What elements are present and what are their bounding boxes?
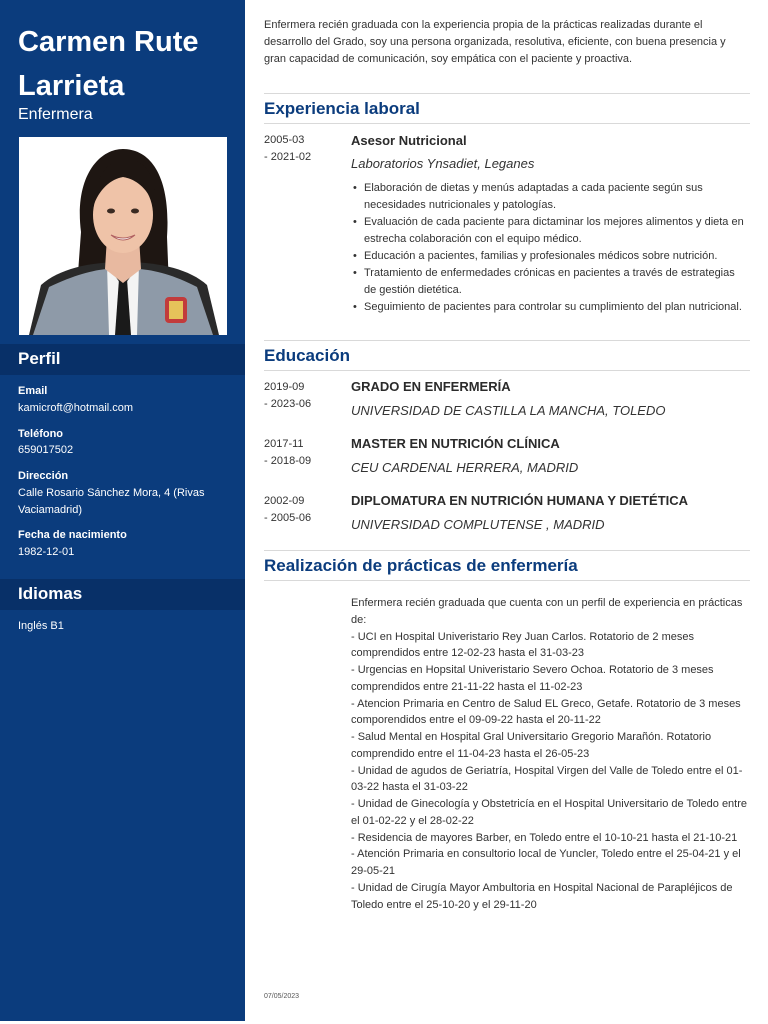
education-title: DIPLOMATURA EN NUTRICIÓN HUMANA Y DIETÉTICA	[351, 493, 689, 508]
email-value: kamicroft@hotmail.com	[18, 402, 134, 414]
education-date-end: - 2018-09	[264, 455, 312, 467]
birthdate-label: Fecha de nacimiento	[18, 529, 127, 541]
language-item: Inglés B1	[18, 620, 64, 632]
birthdate-value: 1982-12-01	[18, 546, 75, 558]
list-item: - Unidad de Ginecología y Obstetricía en el Hospital Universitario de Toledo entre el 01-02-22 y el 28-02-22	[351, 798, 748, 827]
education-title: MASTER EN NUTRICIÓN CLÍNICA	[351, 436, 560, 451]
list-item: Enfermera recién graduada que cuenta con un perfil de experiencia en prácticas de:	[351, 597, 743, 626]
education-title: GRADO EN ENFERMERÍA	[351, 379, 511, 394]
experience-company: Laboratorios Ynsadiet, Leganes	[351, 156, 535, 171]
list-item: - Salud Mental en Hospital Gral Universitario Gregorio Marañón. Rotatorio comprendido entre el 11-04-23 hasta el 26-05-23	[351, 731, 712, 760]
phone-label: Teléfono	[18, 428, 64, 440]
practicas-description	[351, 595, 750, 913]
candidate-name: Carmen Rute Larrieta	[18, 26, 199, 102]
experience-date-start: 2005-03	[264, 134, 305, 146]
list-item: - Atencion Primaria en Centro de Salud EL Greco, Getafe. Rotatorio de 3 meses comporendidos entre el 09-09-22 hasta el 20-11-22	[351, 697, 741, 727]
education-date-start: 2019-09	[264, 381, 305, 393]
list-item: • Educación a pacientes, familias y profesionales médicos sobre nutrición.	[351, 248, 750, 265]
address-value: Calle Rosario Sánchez Mora, 4 (Rivas Vaciamadrid)	[18, 487, 205, 516]
experience-title: Asesor Nutricional	[351, 133, 467, 148]
job-title: Enfermera	[18, 106, 93, 123]
education-heading: Educación	[264, 340, 750, 371]
profile-summary: Enfermera recién graduada con la experiencia propia de la prácticas realizadas durante el desarrollo del Grado, soy una persona organizada, resolutiva, eficiente, con buena presencia y gran capacidad de comunicación, soy empática con el paciente y proactiva.	[264, 19, 726, 65]
experience-heading: Experiencia laboral	[264, 93, 750, 124]
list-item: - Urgencias en Hopsital Univeristario Severo Ochoa. Rotatorio de 3 meses comprendidos entre 21-11-22 hasta el 11-02-23	[351, 664, 714, 693]
portrait-illustration	[19, 137, 227, 335]
education-institution: CEU CARDENAL HERRERA, MADRID	[351, 460, 579, 475]
profile-photo	[19, 137, 227, 335]
education-date-start: 2002-09	[264, 495, 305, 507]
practicas-heading: Realización de prácticas de enfermería	[264, 550, 750, 581]
email-label: Email	[18, 385, 48, 397]
list-item: - Unidad de agudos de Geriatría, Hospital Virgen del Valle de Toledo entre el 01-03-22 hasta el 31-03-22	[351, 764, 743, 794]
idiomas-heading: Idiomas	[0, 579, 245, 610]
education-date-end: - 2005-06	[264, 512, 312, 524]
education-institution: UNIVERSIDAD DE CASTILLA LA MANCHA, TOLEDO	[351, 403, 666, 418]
list-item: - Residencia de mayores Barber, en Toledo entre el 10-10-21 hasta el 21-10-21	[351, 831, 738, 844]
list-item: • Seguimiento de pacientes para controlar su cumplimiento del plan nutricional.	[351, 299, 750, 316]
list-item: • Tratamiento de enfermedades crónicas en pacientes a través de estrategias de gestión dietética.	[351, 265, 750, 299]
phone-value: 659017502	[18, 444, 74, 456]
perfil-heading: Perfil	[0, 344, 245, 375]
sidebar	[0, 0, 245, 1021]
list-item: • Evaluación de cada paciente para dictaminar los mejores alimentos y dieta en estrecha colaboración con el equipo médico.	[351, 214, 750, 248]
education-date-end: - 2023-06	[264, 398, 312, 410]
address-label: Dirección	[18, 470, 69, 482]
list-item: • Elaboración de dietas y menús adaptadas a cada paciente según sus necesidades nutricionales y patologías.	[351, 180, 750, 214]
footer-date: 07/05/2023	[264, 993, 300, 1000]
list-item: - Atención Primaria en consultorio local de Yuncler, Toledo entre el 25-04-21 y el 29-05-21	[351, 848, 741, 877]
list-item: - Unidad de Cirugía Mayor Ambultoria en Hospital Nacional de Parapléjicos de Toledo entre el 25-10-20 y el 29-11-20	[351, 881, 733, 911]
experience-duties	[351, 180, 750, 316]
education-institution: UNIVERSIDAD COMPLUTENSE , MADRID	[351, 517, 605, 532]
experience-date-end: - 2021-02	[264, 151, 312, 163]
list-item: - UCI en Hospital Univeristario Rey Juan Carlos. Rotatorio de 2 meses comprendidos entre 12-02-23 hasta el 31-03-23	[351, 630, 694, 660]
education-date-start: 2017-11	[264, 438, 304, 450]
